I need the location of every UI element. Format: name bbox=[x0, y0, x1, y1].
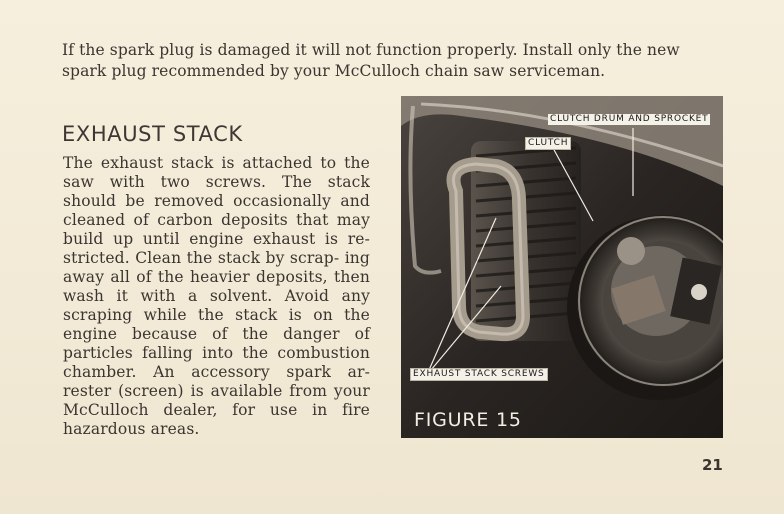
body-line: stricted. Clean the stack by scrap- bbox=[63, 249, 345, 267]
body-line: build up until engine exhaust is re- bbox=[63, 230, 370, 248]
label-clutch: CLUTCH bbox=[525, 137, 571, 150]
figure-photo bbox=[401, 96, 723, 438]
body-line: cleaned of carbon deposits that may bbox=[63, 211, 370, 229]
body-line: ing away all of the heavier deposits, bbox=[63, 249, 370, 286]
body-line: the engine because of the danger of bbox=[63, 306, 370, 343]
body-line: fire hazardous areas. bbox=[63, 401, 370, 438]
intro-line-1: If the spark plug is damaged it will not function properly. Install only the new bbox=[62, 41, 680, 59]
body-line: particles falling into the combustion bbox=[63, 344, 370, 362]
figure-caption: FIGURE 15 bbox=[414, 409, 522, 431]
body-line: The exhaust stack is attached to the bbox=[63, 154, 370, 172]
label-exhaust-screws: EXHAUST STACK SCREWS bbox=[410, 368, 548, 381]
body-line: then wash it with a solvent. Avoid bbox=[63, 268, 370, 305]
body-line: chamber. An accessory spark ar- bbox=[63, 363, 370, 381]
body-line: rester (screen) is available from bbox=[63, 382, 334, 400]
body-line: saw with two screws. The stack bbox=[63, 173, 370, 191]
label-clutch-drum: CLUTCH DRUM AND SPROCKET bbox=[550, 114, 709, 124]
body-line: any scraping while the stack is on bbox=[63, 287, 370, 324]
body-line: should be removed occasionally and bbox=[63, 192, 370, 210]
intro-paragraph bbox=[62, 40, 732, 82]
page-number: 21 bbox=[702, 456, 723, 474]
intro-line-2: spark plug recommended by your McCulloch chain saw serviceman. bbox=[62, 62, 606, 80]
body-line: your McCulloch dealer, for use in bbox=[63, 382, 370, 419]
section-body bbox=[63, 154, 370, 439]
section-heading: EXHAUST STACK bbox=[62, 122, 243, 146]
